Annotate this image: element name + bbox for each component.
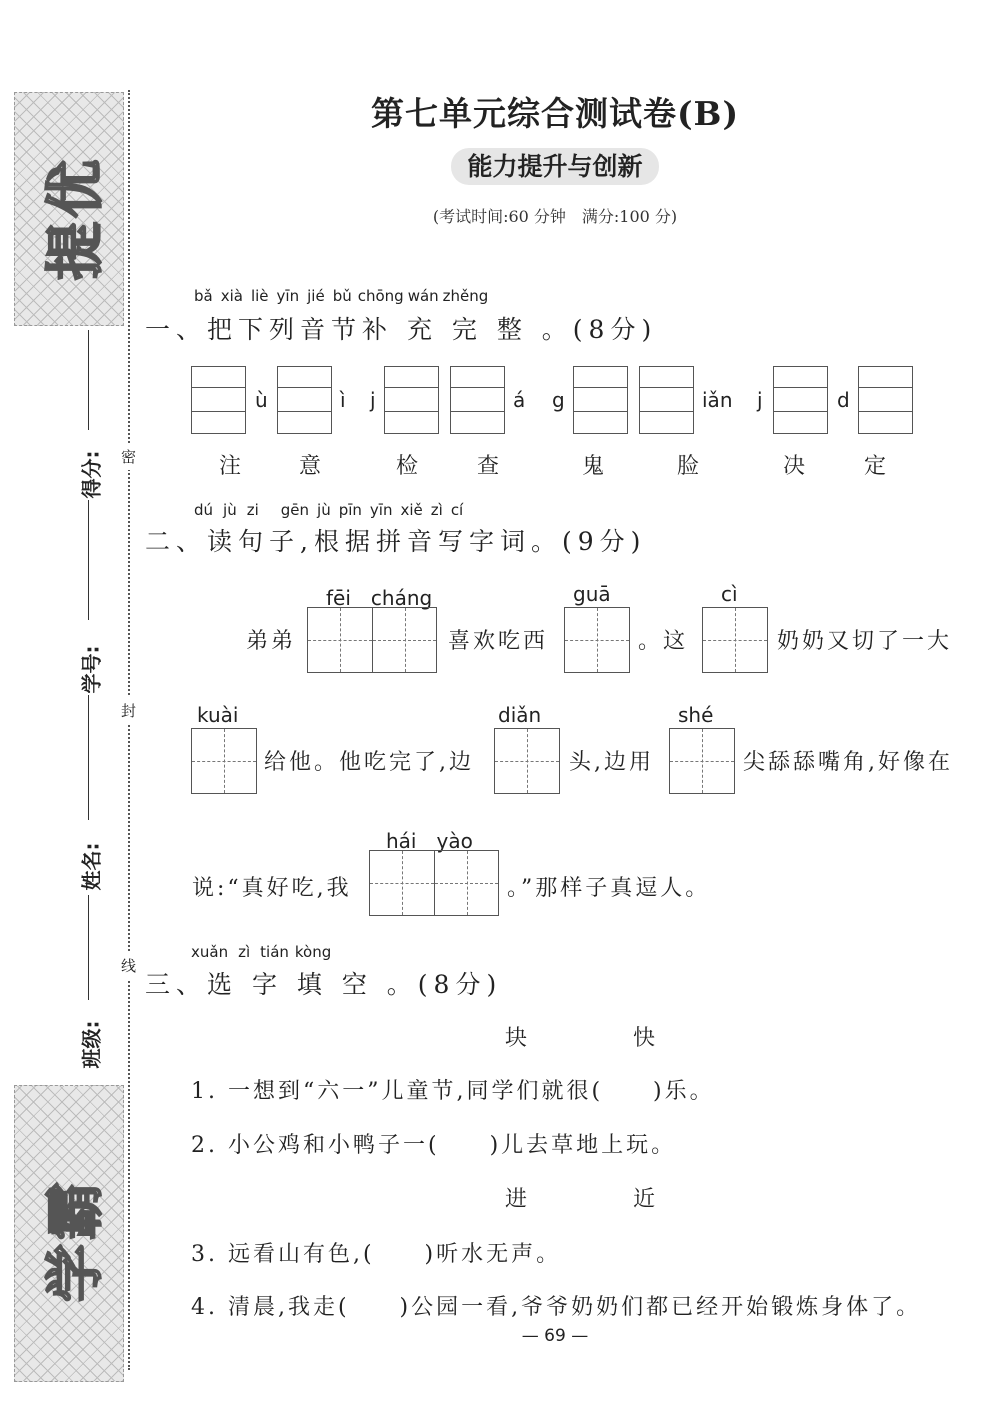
student-id-label: 学号:	[79, 645, 104, 694]
pinyin-box[interactable]	[573, 366, 628, 434]
pinyin-fragment: ù	[255, 388, 268, 412]
class-label: 班级:	[79, 1020, 104, 1069]
seal-feng: 封	[121, 697, 136, 724]
question-text: 3. 远看山有色,( )听水无声。	[191, 1242, 562, 1267]
choice-character: 块	[505, 1026, 531, 1051]
blank-pinyin: kuài	[197, 703, 239, 727]
margin-line	[88, 895, 89, 1000]
margin-line	[88, 330, 89, 430]
pinyin-box[interactable]	[450, 366, 505, 434]
blank-pinyin: diǎn	[498, 703, 542, 727]
blank-pinyin: shé	[678, 703, 714, 727]
pinyin-box[interactable]	[384, 366, 439, 434]
question-text: 4. 清晨,我走( )公园一看,爷爷奶奶们都已经开始锻炼身体了。	[191, 1295, 922, 1320]
tianzige-box[interactable]	[191, 728, 257, 794]
sentence-text: 给他。他吃完了,边	[264, 750, 474, 775]
sentence-text: 。这	[638, 629, 689, 654]
tianzige-box[interactable]	[564, 607, 630, 673]
pinyin-box[interactable]	[773, 366, 828, 434]
pinyin-box[interactable]	[639, 366, 694, 434]
section1-pinyin: bǎ xià liè yīn jié bǔ chōng wán zhěng	[194, 287, 489, 305]
sentence-text: 头,边用	[569, 750, 654, 775]
sentence-text: 弟弟	[246, 629, 297, 654]
section1-title: 一、把下列音节补 充 完 整 。(8分)	[145, 315, 658, 344]
pinyin-box[interactable]	[858, 366, 913, 434]
blank-pinyin: guā	[573, 582, 611, 606]
section3-title: 三、选 字 填 空 。(8分)	[145, 970, 503, 999]
character-label: 决	[783, 454, 809, 479]
choice-character: 进	[505, 1187, 531, 1212]
character-label: 鬼	[582, 454, 608, 479]
tianzige-box[interactable]	[669, 728, 735, 794]
tianzige-box[interactable]	[369, 850, 499, 916]
bottom-tab-text: 学霸	[41, 1177, 109, 1302]
sentence-text: 喜欢吃西	[448, 629, 549, 654]
tianzige-box[interactable]	[307, 607, 437, 673]
sentence-text: 说:“真好吃,我	[192, 876, 352, 901]
character-label: 脸	[677, 454, 703, 479]
pinyin-fragment: j	[370, 388, 376, 412]
blank-pinyin: cì	[721, 582, 738, 606]
section3-pinyin: xuǎn zì tián kòng	[191, 943, 332, 961]
pinyin-box[interactable]	[191, 366, 246, 434]
binding-line	[128, 90, 130, 1370]
seal-xian: 线	[121, 952, 136, 979]
blank-pinyin: hái yào	[386, 829, 473, 853]
seal-mi: 密	[121, 443, 136, 470]
sentence-text: 尖舔舔嘴角,好像在	[743, 750, 953, 775]
margin-line	[88, 695, 89, 820]
page-number: — 69 —	[521, 1326, 589, 1346]
section2-pinyin: dú jù zi gēn jù pīn yīn xiě zì cí	[194, 501, 464, 519]
blank-pinyin: fēi cháng	[326, 586, 433, 610]
character-label: 定	[864, 454, 890, 479]
pinyin-box[interactable]	[277, 366, 332, 434]
choice-character: 近	[633, 1187, 659, 1212]
top-tab-text: 提优	[41, 155, 109, 280]
margin-line	[88, 500, 89, 620]
pinyin-fragment: á	[513, 388, 526, 412]
tianzige-box[interactable]	[494, 728, 560, 794]
pinyin-fragment: j	[757, 388, 763, 412]
question-text: 2. 小公鸡和小鸭子一( )儿去草地上玩。	[191, 1133, 677, 1158]
character-label: 检	[396, 454, 422, 479]
section2-title: 二、读句子,根据拼音写字词。(9分)	[145, 527, 647, 556]
tianzige-box[interactable]	[702, 607, 768, 673]
choice-character: 快	[633, 1026, 659, 1051]
pinyin-fragment: g	[552, 388, 565, 412]
page-title: 第七单元综合测试卷(B)	[370, 94, 740, 133]
exam-info: (考试时间:60 分钟 满分:100 分)	[432, 207, 678, 226]
score-label: 得分:	[79, 450, 104, 499]
character-label: 注	[219, 454, 245, 479]
pinyin-fragment: iǎn	[702, 388, 733, 412]
sentence-text: 。”那样子真逗人。	[507, 876, 711, 901]
pinyin-fragment: d	[837, 388, 850, 412]
character-label: 查	[477, 454, 503, 479]
question-text: 1. 一想到“六一”儿童节,同学们就很( )乐。	[191, 1079, 715, 1104]
pinyin-fragment: ì	[340, 388, 346, 412]
subtitle-badge: 能力提升与创新	[451, 148, 658, 185]
character-label: 意	[299, 454, 325, 479]
name-label: 姓名:	[79, 842, 104, 891]
sentence-text: 奶奶又切了一大	[777, 629, 953, 654]
